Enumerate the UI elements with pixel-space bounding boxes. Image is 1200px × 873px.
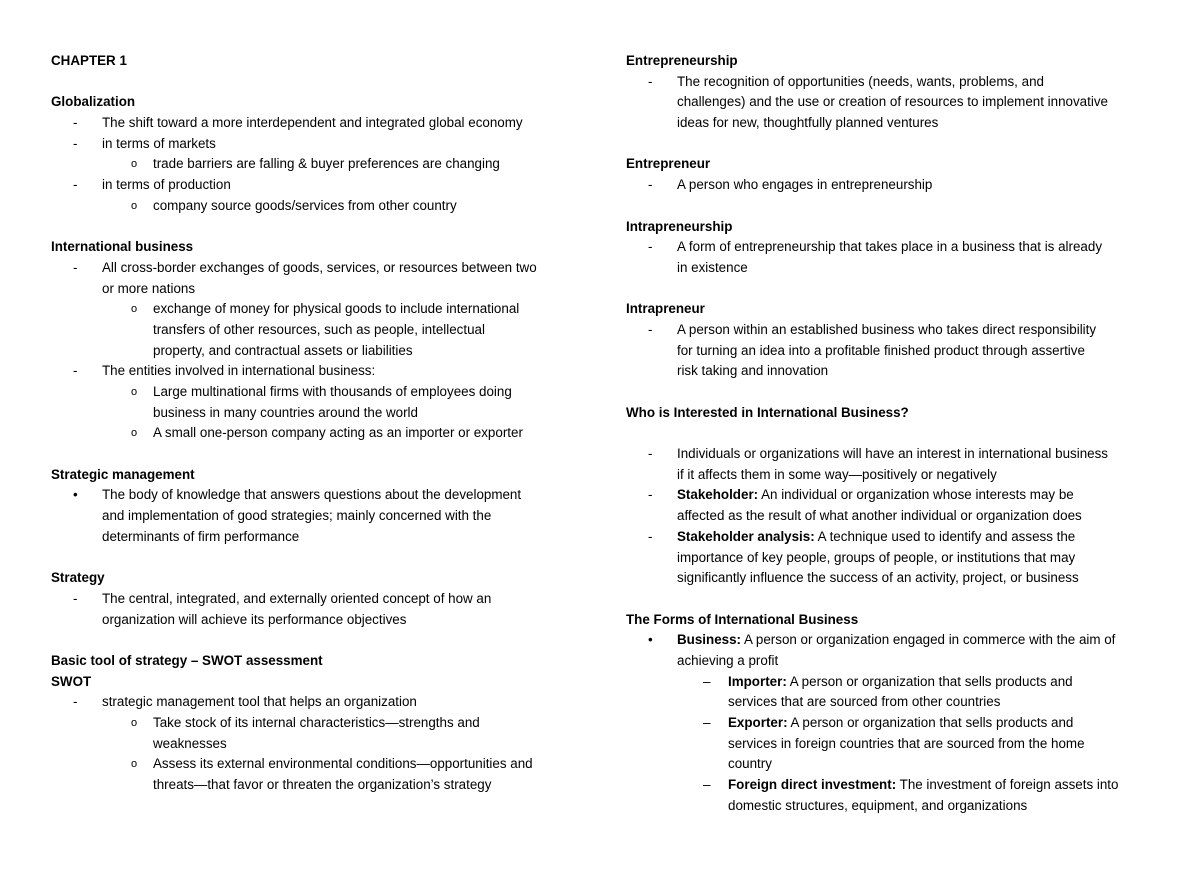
list-item: – Exporter: A person or organization that sells products and bbox=[703, 715, 1074, 730]
list-item: • The body of knowledge that answers questions about the development bbox=[73, 487, 522, 503]
list-item-continuation: organization will achieve its performance objectives bbox=[102, 611, 407, 627]
who-interested-heading: Who is Interested in International Business? bbox=[626, 404, 909, 420]
list-item-continuation: domestic structures, equipment, and organizations bbox=[728, 797, 1028, 813]
list-item-continuation: in existence bbox=[677, 259, 748, 275]
list-item: - strategic management tool that helps an organization bbox=[73, 694, 417, 710]
entrepreneurship-heading: Entrepreneurship bbox=[626, 53, 738, 68]
right-column bbox=[626, 51, 1166, 816]
list-item: - Stakeholder: An individual or organization whose interests may be bbox=[648, 487, 1074, 503]
intl-business-heading: International business bbox=[51, 239, 194, 255]
list-item-continuation: business in many countries around the world bbox=[153, 404, 418, 420]
forms-heading: The Forms of International Business bbox=[626, 611, 859, 627]
list-item: o Assess its external environmental conditions—opportunities and bbox=[131, 756, 533, 772]
list-item-continuation: services in foreign countries that are sourced from the home bbox=[728, 735, 1085, 751]
intrapreneurship-heading: Intrapreneurship bbox=[626, 218, 733, 234]
list-item-continuation: or more nations bbox=[102, 280, 196, 296]
list-item: o Large multinational firms with thousands of employees doing bbox=[131, 384, 512, 399]
list-item: - The shift toward a more interdependent and integrated global economy bbox=[73, 115, 523, 131]
list-item-continuation: for turning an idea into a profitable finished product through assertive bbox=[677, 342, 1085, 358]
intrapreneur-heading: Intrapreneur bbox=[626, 301, 705, 317]
list-item: - A person within an established business who takes direct responsibility bbox=[648, 321, 1097, 337]
strategy-heading: Strategy bbox=[51, 570, 105, 586]
list-item: - in terms of production bbox=[73, 177, 231, 193]
strategic-management-heading: Strategic management bbox=[51, 466, 195, 482]
list-item: • Business: A person or organization engaged in commerce with the aim of bbox=[648, 632, 1116, 648]
list-item: - The entities involved in international business: bbox=[73, 363, 376, 379]
list-item-continuation: affected as the result of what another individual or organization does bbox=[677, 508, 1082, 524]
list-item-continuation: significantly influence the success of an activity, project, or business bbox=[677, 570, 1079, 586]
list-item: - A form of entrepreneurship that takes place in a business that is already bbox=[648, 239, 1103, 255]
list-item-continuation: property, and contractual assets or liabilities bbox=[153, 342, 413, 358]
list-item-continuation: determinants of firm performance bbox=[102, 528, 300, 544]
list-item-continuation: achieving a profit bbox=[677, 652, 779, 668]
list-item: – Importer: A person or organization that sells products and bbox=[703, 673, 1073, 689]
list-item: o trade barriers are falling & buyer preferences are changing bbox=[131, 156, 500, 172]
swot-subheading: SWOT bbox=[51, 673, 92, 689]
list-item: - A person who engages in entrepreneurship bbox=[648, 177, 933, 193]
list-item-continuation: transfers of other resources, such as people, intellectual bbox=[153, 321, 485, 337]
list-item-continuation: services that are sourced from other countries bbox=[728, 694, 1001, 710]
chapter-title: CHAPTER 1 bbox=[51, 53, 127, 68]
list-item: o A small one-person company acting as an importer or exporter bbox=[131, 425, 523, 441]
list-item-continuation: challenges) and the use or creation of resources to implement innovative bbox=[677, 94, 1108, 110]
list-item-continuation: threats—that favor or threaten the organization’s strategy bbox=[153, 777, 492, 793]
list-item-continuation: risk taking and innovation bbox=[677, 363, 829, 379]
left-column bbox=[51, 51, 581, 796]
list-item: o company source goods/services from other country bbox=[131, 197, 457, 213]
list-item: - Individuals or organizations will have an interest in international business bbox=[648, 446, 1108, 462]
list-item-continuation: and implementation of good strategies; mainly concerned with the bbox=[102, 508, 492, 524]
list-item: - All cross-border exchanges of goods, services, or resources between two bbox=[73, 259, 537, 275]
list-item: - The central, integrated, and externally oriented concept of how an bbox=[73, 590, 492, 606]
list-item-continuation: if it affects them in some way—positively or negatively bbox=[677, 466, 997, 482]
list-item-continuation: country bbox=[728, 756, 772, 772]
globalization-heading: Globalization bbox=[51, 94, 136, 110]
list-item: - The recognition of opportunities (needs, wants, problems, and bbox=[648, 73, 1044, 89]
list-item-continuation: importance of key people, groups of people, or institutions that may bbox=[677, 549, 1076, 565]
list-item-continuation: ideas for new, thoughtfully planned ventures bbox=[677, 115, 939, 131]
list-item: o exchange of money for physical goods to include international bbox=[131, 301, 520, 317]
list-item: o Take stock of its internal characteristics—strengths and bbox=[131, 715, 480, 730]
entrepreneur-heading: Entrepreneur bbox=[626, 156, 711, 172]
swot-heading: Basic tool of strategy – SWOT assessment bbox=[51, 652, 323, 668]
list-item: - Stakeholder analysis: A technique used to identify and assess the bbox=[648, 528, 1076, 544]
list-item-continuation: weaknesses bbox=[153, 735, 227, 751]
list-item: - in terms of markets bbox=[73, 135, 216, 151]
list-item: – Foreign direct investment: The investment of foreign assets into bbox=[703, 777, 1119, 793]
